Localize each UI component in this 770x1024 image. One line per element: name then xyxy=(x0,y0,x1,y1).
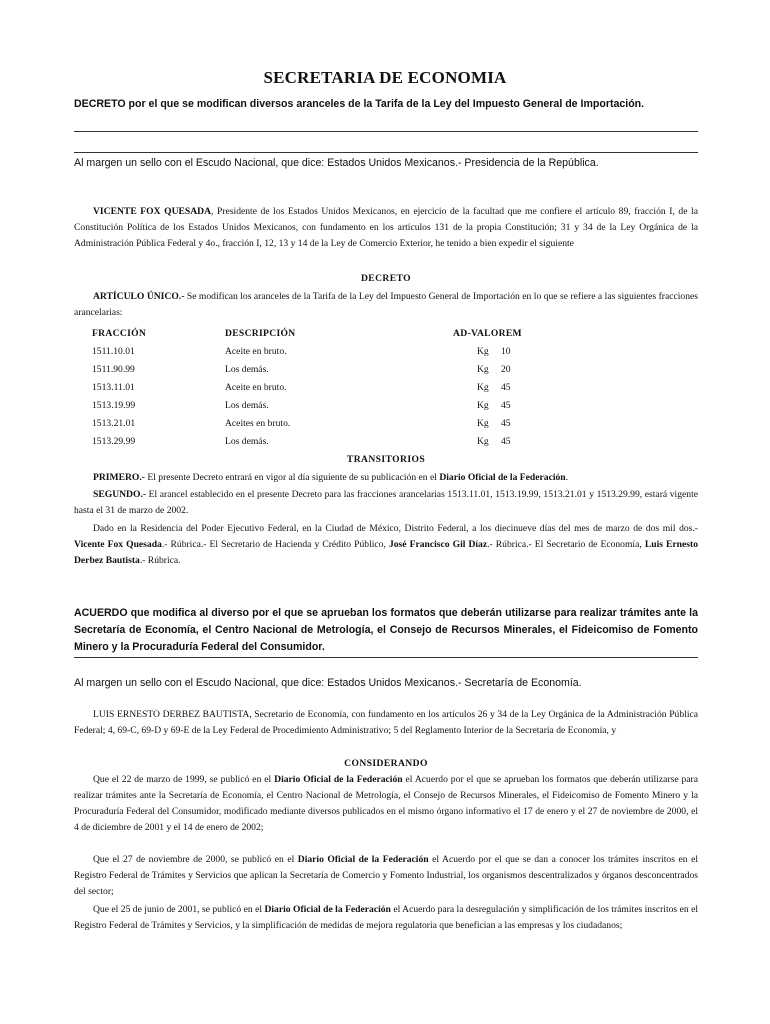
dado-text: .- Rúbrica.- El Secretario de Economía, xyxy=(487,539,645,550)
considerando-text: Que el 25 de junio de 2001, se publicó en el xyxy=(93,904,265,915)
descripcion-cell: Aceites en bruto. xyxy=(225,417,291,429)
column-header-descripcion: DESCRIPCIÓN xyxy=(225,327,296,339)
fraccion-cell: 1513.19.99 xyxy=(92,399,136,411)
divider xyxy=(74,131,698,132)
descripcion-cell: Los demás. xyxy=(225,435,269,447)
table-row xyxy=(92,396,573,414)
article-paragraph xyxy=(74,289,698,321)
diario-oficial-ref: Diario Oficial de la Federación xyxy=(297,854,429,865)
ad-valorem-cell xyxy=(453,378,573,396)
segundo-paragraph xyxy=(74,487,698,519)
unit-cell: Kg xyxy=(477,417,489,429)
decreto-label: DECRETO xyxy=(360,273,412,284)
diario-oficial-ref: Diario Oficial de la Federación xyxy=(264,904,391,915)
dado-text: Dado en la Residencia del Poder Ejecutivo Federal, en la Ciudad de México, Distrito Federal, a los diecinueve días del mes de marzo de dos mil dos.- xyxy=(93,523,698,534)
divider xyxy=(74,152,698,153)
rate-cell: 45 xyxy=(501,381,511,393)
signatory-name: José Francisco Gil Díaz xyxy=(388,539,488,550)
table-row xyxy=(92,414,573,432)
rate-cell: 20 xyxy=(501,363,511,375)
seal-note: Al margen un sello con el Escudo Nacional, que dice: Estados Unidos Mexicanos.- Presidencia de la República. xyxy=(74,157,599,169)
article-text: Se modifican los aranceles de la Tarifa de la Ley del Impuesto General de Importación en lo que se refiere a las siguientes fracciones arancelarias: xyxy=(74,291,699,318)
signatory-name: Luis Ernesto Derbez Bautista xyxy=(74,539,698,566)
acuerdo-seal-note: Al margen un sello con el Escudo Nacional, que dice: Estados Unidos Mexicanos.- Secretaría de Economía. xyxy=(74,677,582,689)
tariff-table xyxy=(92,324,573,450)
dado-paragraph xyxy=(74,521,698,569)
descripcion-cell: Los demás. xyxy=(225,399,269,411)
table-row xyxy=(92,378,573,396)
dado-text: .- Rúbrica.- El Secretario de Hacienda y Crédito Público, xyxy=(161,539,389,550)
fraccion-cell: 1513.29.99 xyxy=(92,435,136,447)
signatory-name: Vicente Fox Quesada xyxy=(74,539,162,550)
page-title: SECRETARIA DE ECONOMIA xyxy=(263,68,507,87)
considerando-label: CONSIDERANDO xyxy=(344,758,428,769)
fraccion-cell: 1513.11.01 xyxy=(92,381,135,393)
primero-label: PRIMERO.- xyxy=(93,472,145,483)
considerando-paragraph xyxy=(74,772,698,836)
article-label: ARTÍCULO ÚNICO.- xyxy=(93,291,185,302)
rate-cell: 45 xyxy=(501,399,511,411)
fraccion-cell: 1511.10.01 xyxy=(92,345,135,357)
unit-cell: Kg xyxy=(477,435,489,447)
column-header-ad-valorem: AD-VALOREM xyxy=(453,327,522,339)
preamble-text: , Presidente de los Estados Unidos Mexicanos, en ejercicio de la facultad que me confiere el artículo 89, fracción I, de la Constitución Política de los Estados Unidos Mexicanos, con fundamento en los artículos 131 de la propia Constitución; 31 y 34 de la Ley Orgánica de la Administración Pública Federal y 4o., fracción I, 12, 13 y 14 de la Ley de Comercio Exterior, he tenido a bien expedir el siguiente xyxy=(74,206,698,249)
fraccion-cell: 1513.21.01 xyxy=(92,417,136,429)
diario-oficial-ref: Diario Oficial de la Federación xyxy=(439,472,566,483)
unit-cell: Kg xyxy=(477,363,489,375)
ad-valorem-cell xyxy=(453,360,573,378)
segundo-text: El arancel establecido en el presente Decreto para las fracciones arancelarias 1513.11.01, 1513.19.99, 1513.21.01 y 1513.29.99, estará vigente hasta el 31 de marzo de 2002. xyxy=(74,489,698,516)
signatory-name: VICENTE FOX QUESADA xyxy=(93,206,212,217)
table-row xyxy=(92,342,573,360)
table-row xyxy=(92,432,573,450)
descripcion-cell: Los demás. xyxy=(225,363,269,375)
primero-paragraph xyxy=(74,470,698,486)
column-header-fraccion: FRACCIÓN xyxy=(92,327,147,339)
unit-cell: Kg xyxy=(477,345,489,357)
table-header-row xyxy=(92,324,573,342)
considerando-text: el Acuerdo para la desregulación y simplificación de los trámites inscritos en el Registro Federal de Trámites y Servicios, y la simplificación de medidas de mejora regulatoria que benefician a las empresas y los ciudadanos; xyxy=(74,904,698,931)
acuerdo-preamble: LUIS ERNESTO DERBEZ BAUTISTA, Secretario de Economía, con fundamento en los artículos 26 y 34 de la Ley Orgánica de la Administración Pública Federal; 4, 69-C, 69-D y 69-E de la Ley Federal de Procedimiento Administrativo; 5 del Reglamento Interior de la Secretaría de Economía, y xyxy=(74,709,698,736)
considerando-paragraph xyxy=(74,852,698,900)
primero-text: El presente Decreto entrará en vigor al día siguiente de su publicación en el xyxy=(144,472,440,483)
considerando-paragraph xyxy=(74,902,698,934)
divider xyxy=(74,657,698,658)
diario-oficial-ref: Diario Oficial de la Federación xyxy=(274,774,403,785)
ad-valorem-cell xyxy=(453,414,573,432)
considerando-text: el Acuerdo por el que se aprueban los formatos que deberán utilizarse para realizar trámites ante la Secretaría de Economía, el Centro Nacional de Metrología, el Consejo de Recursos Minerales, el Fideicomiso de Fomento Minero y la Procuraduría Federal del Consumidor, modificado mediante diversos publicados en el mismo órgano informativo el 17 de enero y el 27 de noviembre de 2000, el 4 de diciembre de 2001 y el 14 de enero de 2002; xyxy=(74,774,699,833)
considerando-text: Que el 22 de marzo de 1999, se publicó en el xyxy=(93,774,275,785)
unit-cell: Kg xyxy=(477,381,489,393)
segundo-label: SEGUNDO.- xyxy=(93,489,147,500)
transitorios-label: TRANSITORIOS xyxy=(346,454,426,465)
preamble-paragraph xyxy=(74,204,698,252)
decree-heading: DECRETO por el que se modifican diversos aranceles de la Tarifa de la Ley del Impuesto General de Importación. xyxy=(74,98,645,110)
primero-end: . xyxy=(565,472,569,483)
rate-cell: 10 xyxy=(501,345,511,357)
rate-cell: 45 xyxy=(501,435,511,447)
descripcion-cell: Aceite en bruto. xyxy=(225,345,287,357)
acuerdo-heading: ACUERDO que modifica al diverso por el que se aprueban los formatos que deberán utilizarse para realizar trámites ante la Secretaría de Economía, el Centro Nacional de Metrología, el Consejo de Recursos Minerales, el Fideicomiso de Fomento Minero y la Procuraduría Federal del Consumidor. xyxy=(74,607,698,653)
ad-valorem-cell xyxy=(453,342,573,360)
considerando-text: Que el 27 de noviembre de 2000, se publicó en el xyxy=(93,854,298,865)
fraccion-cell: 1511.90.99 xyxy=(92,363,135,375)
unit-cell: Kg xyxy=(477,399,489,411)
rate-cell: 45 xyxy=(501,417,511,429)
ad-valorem-cell xyxy=(453,396,573,414)
dado-text: .- Rúbrica. xyxy=(139,555,181,566)
ad-valorem-cell xyxy=(453,432,573,450)
considerando-text: el Acuerdo por el que se dan a conocer los trámites inscritos en el Registro Federal de Trámites y Servicios que aplican la Secretaría de Comercio y Fomento Industrial, los organismos descentralizados y órganos desconcentrados del sector; xyxy=(74,854,698,897)
table-row xyxy=(92,360,573,378)
descripcion-cell: Aceite en bruto. xyxy=(225,381,287,393)
